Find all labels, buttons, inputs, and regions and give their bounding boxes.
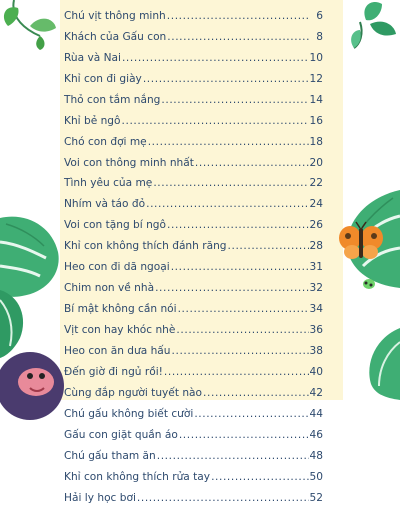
toc-entry[interactable] — [64, 366, 323, 387]
butterfly-icon — [338, 222, 384, 262]
toc-page-number: 44 — [310, 408, 323, 420]
toc-title: Cùng đắp người tuyết nào — [64, 387, 202, 399]
toc-page-number: 52 — [310, 492, 323, 504]
toc-title: Nhím và táo đỏ — [64, 198, 145, 210]
toc-entry[interactable] — [64, 471, 323, 492]
toc-leader — [211, 471, 308, 483]
leaves-top-right — [330, 0, 400, 60]
vine-leaves-top-left — [0, 0, 64, 60]
toc-leader — [153, 177, 308, 189]
toc-leader — [171, 261, 309, 273]
toc-entry[interactable] — [64, 492, 323, 512]
leaf-icon — [36, 36, 44, 50]
toc-entry[interactable] — [64, 0, 323, 10]
toc-title: Vịt con hay khóc nhè — [64, 324, 175, 336]
toc-title: Heo con đi dã ngoại — [64, 261, 170, 273]
toc-title: Chú vịt thông minh — [64, 10, 166, 22]
toc-page-number: 36 — [310, 324, 323, 336]
toc-leader — [228, 240, 309, 252]
toc-entry[interactable] — [64, 115, 323, 136]
toc-page-number: 22 — [310, 177, 323, 189]
toc-page-number: 18 — [310, 136, 323, 148]
toc-title: Tình yêu của mẹ — [64, 177, 152, 189]
toc-leader — [155, 282, 308, 294]
toc-title: Chó con đợi mẹ — [64, 136, 147, 148]
toc-leader — [172, 345, 309, 357]
toc-title: Voi con tặng bí ngô — [64, 219, 166, 231]
toc-page-number: 6 — [311, 10, 323, 22]
toc-entry[interactable] — [64, 177, 323, 198]
leaf-icon — [351, 30, 361, 48]
ladybug-icon — [362, 278, 376, 290]
toc-title: Chim non về nhà — [64, 282, 154, 294]
leaf-bottom-right — [365, 328, 400, 400]
toc-page-number: 38 — [310, 345, 323, 357]
toc-leader — [164, 366, 309, 378]
toc-title: Gấu con giặt quần áo — [64, 429, 178, 441]
toc-leader — [176, 324, 308, 336]
toc-title: Khỉ con không thích đánh răng — [64, 240, 227, 252]
toc-leader — [146, 198, 308, 210]
toc-page-number: 50 — [310, 471, 323, 483]
toc-entry[interactable] — [64, 387, 323, 408]
toc-title: Hải ly học bơi — [64, 492, 136, 504]
toc-entry[interactable] — [64, 282, 323, 303]
leaf-icon — [364, 2, 382, 20]
toc-page-number: 42 — [310, 387, 323, 399]
toc-leader — [194, 408, 308, 420]
toc-page-number: 28 — [310, 240, 323, 252]
monkey-icon — [0, 336, 64, 400]
toc-title — [64, 0, 151, 1]
toc-title: Voi con thông minh nhất — [64, 157, 194, 169]
toc-title: Khỉ con đi giày — [64, 73, 142, 85]
toc-entry[interactable] — [64, 10, 323, 31]
toc-leader — [167, 10, 310, 22]
toc-page-number: 10 — [310, 52, 323, 64]
toc-leader — [179, 429, 309, 441]
toc-leader — [157, 450, 309, 462]
toc-leader — [167, 31, 310, 43]
toc-title: Đến giờ đi ngủ rồi! — [64, 366, 163, 378]
toc-leader — [161, 94, 308, 106]
toc-entry[interactable] — [64, 219, 323, 240]
toc-title: Khỉ bẻ ngô — [64, 115, 121, 127]
toc-page-number: 48 — [310, 450, 323, 462]
toc-page-number: 26 — [310, 219, 323, 231]
toc-leader — [152, 0, 310, 1]
toc-title: Thỏ con tắm nắng — [64, 94, 160, 106]
toc-leader — [203, 387, 308, 399]
toc-leader — [122, 52, 309, 64]
toc-entry[interactable] — [64, 73, 323, 94]
leaf-icon — [370, 22, 396, 36]
leaf-icon — [30, 19, 56, 32]
toc-page-number: 40 — [310, 366, 323, 378]
toc-page-number: 34 — [310, 303, 323, 315]
toc-entry[interactable] — [64, 324, 323, 345]
toc-page-number: 12 — [310, 73, 323, 85]
toc-page-number: 24 — [310, 198, 323, 210]
toc-entry[interactable] — [64, 52, 323, 73]
toc-leader — [143, 73, 309, 85]
toc-leader — [178, 303, 309, 315]
monstera-leaf-left — [0, 212, 64, 302]
toc-leader — [122, 115, 309, 127]
toc-entry[interactable] — [64, 303, 323, 324]
toc-entry[interactable] — [64, 408, 323, 429]
toc-page-number: 8 — [311, 31, 323, 43]
toc-entry[interactable] — [64, 136, 323, 157]
toc-entry[interactable] — [64, 240, 323, 261]
toc-title: Khỉ con không thích rửa tay — [64, 471, 210, 483]
toc-title: Khách của Gấu con — [64, 31, 166, 43]
toc-title: Heo con ăn dưa hấu — [64, 345, 171, 357]
toc-page-number: 46 — [310, 429, 323, 441]
toc-leader — [167, 219, 309, 231]
toc-page-number: 31 — [310, 261, 323, 273]
toc-leader — [148, 136, 309, 148]
toc-leader — [137, 492, 309, 504]
toc-page-number — [311, 0, 323, 1]
toc-page-number: 14 — [310, 94, 323, 106]
toc-page-number: 16 — [310, 115, 323, 127]
toc-entry[interactable] — [64, 345, 323, 366]
toc-title: Bí mật không cần nói — [64, 303, 177, 315]
toc-entry[interactable] — [64, 31, 323, 52]
toc-title: Chú gấu tham ăn — [64, 450, 156, 462]
toc-entry[interactable] — [64, 261, 323, 282]
leaf-icon — [4, 7, 19, 26]
toc-entry[interactable] — [64, 157, 323, 178]
toc-entry[interactable] — [64, 94, 323, 115]
toc-entry[interactable] — [64, 429, 323, 450]
toc-title: Rùa và Nai — [64, 52, 121, 64]
toc-entry[interactable] — [64, 198, 323, 219]
toc-page-number: 32 — [310, 282, 323, 294]
toc-entry[interactable] — [64, 450, 323, 471]
toc-leader — [195, 157, 309, 169]
table-of-contents — [64, 0, 323, 512]
toc-page-number: 20 — [310, 157, 323, 169]
toc-title: Chú gấu không biết cười — [64, 408, 193, 420]
